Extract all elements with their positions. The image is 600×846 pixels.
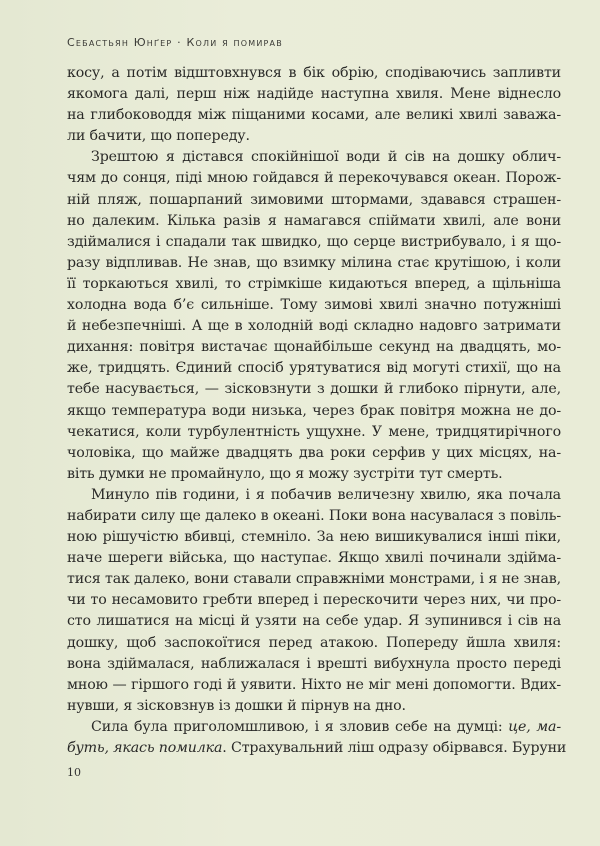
text-segment: вона здіймалася, наближалася і врешті вибухнула просто переді — [67, 655, 561, 672]
text-line — [67, 274, 561, 295]
text-segment: її торкаються хвилі, то стрімкіше кидаються вперед, а щільніша — [67, 275, 561, 292]
text-segment: здіймалися і спадали так швидко, що серце вистрибувало, і я що- — [67, 233, 561, 250]
text-line — [67, 654, 561, 675]
text-segment: дихання: повітря вистачає щонайбільше секунд на двадцять, мо- — [67, 339, 561, 356]
text-segment: й небезпечніші. А ще в холодній воді складно надовго затримати — [67, 318, 561, 335]
text-segment: мною — гіршого годі й уявити. Ніхто не міг мені допомогти. Вдих- — [67, 676, 561, 693]
text-segment: же, тридцять. Єдиний спосіб урятуватися від могуті стихії, що на — [67, 360, 561, 377]
text-line — [67, 401, 561, 422]
text-line — [67, 485, 561, 506]
text-line — [67, 464, 561, 485]
text-segment: ній пляж, пошарпаний зимовими штормами, здавався страшен- — [67, 191, 561, 208]
text-segment: дошку, щоб заспокоїтися перед атакою. Попереду йшла хвиля: — [67, 634, 561, 651]
text-line — [67, 295, 561, 316]
text-segment: разу відпливав. Не знав, що взимку мілина стає крутішою, і коли — [67, 254, 561, 271]
text-line — [67, 633, 561, 654]
italic-text: буть, якась помилка — [67, 740, 223, 756]
text-line — [67, 548, 561, 569]
text-segment: чекатися, коли турбулентність ущухне. У мене, тридцятирічного — [67, 423, 561, 440]
text-line — [67, 738, 567, 759]
text-segment: нувши, я зісковзнув із дошки й пірнув на дно. — [67, 697, 406, 714]
text-segment: набирати силу ще далеко в океані. Поки вона насувалася з повіль- — [67, 507, 561, 524]
text-segment: ли бачити, що попереду. — [67, 128, 250, 145]
text-segment: Зрештою я дістався спокійнішої води й сів на дошку облич- — [91, 149, 561, 166]
text-line — [67, 422, 561, 443]
text-segment: косу, а потім відштовхнувся в бік обрію, сподіваючись запливти — [67, 65, 561, 81]
text-line — [67, 527, 561, 548]
text-segment: холодна вода б’є сильніше. Тому зимові хвилі значно потужніші — [67, 297, 561, 314]
text-line — [67, 105, 561, 126]
text-segment: віть думки не промайнуло, що я можу зустріти тут смерть. — [67, 465, 503, 482]
text-line — [67, 611, 561, 632]
text-segment: тебе насувається, — зісковзнути з дошки й глибоко пірнути, але, — [67, 381, 561, 398]
text-line — [67, 717, 561, 738]
text-segment: . Страхувальний ліш одразу обірвався. Буруни — [222, 740, 567, 756]
text-line — [67, 506, 561, 527]
text-segment: тися так далеко, вони ставали справжніми монстрами, і я не знав, — [67, 571, 561, 588]
text-line — [67, 126, 561, 147]
text-segment: чоловіка, що майже двадцять два роки серфив у цих місцях, на- — [67, 444, 561, 461]
text-segment: но далеким. Кілька разів я намагався спіймати хвилі, але вони — [67, 212, 561, 229]
text-line — [67, 316, 561, 337]
text-line — [67, 168, 561, 189]
text-line — [67, 253, 561, 274]
running-header: Себастьян Юнґер · Коли я помирав — [67, 36, 283, 49]
text-line — [67, 379, 561, 400]
text-segment: на глибоководдя між піщаними косами, але великі хвилі заважа- — [67, 107, 561, 124]
text-line — [67, 569, 561, 590]
text-line — [67, 63, 561, 84]
text-segment: чи то несамовито гребти вперед і перескочити через них, чи про- — [67, 592, 561, 609]
text-line — [67, 590, 561, 611]
text-segment: наче шереги війська, що наступає. Якщо хвилі починали здійма- — [67, 550, 561, 567]
italic-text: це, ма- — [508, 718, 561, 735]
text-segment: ною рішучістю вбивці, стемніло. За нею вишикувалися інші піки, — [67, 529, 561, 546]
text-line — [67, 696, 561, 717]
text-segment: Сила була приголомшливою, і я зловив себе на думці: — [91, 718, 509, 735]
text-line — [67, 337, 561, 358]
text-segment: якомога далі, перш ніж надійде наступна хвиля. Мене віднесло — [67, 86, 561, 103]
text-segment: якщо температура води низька, через брак повітря можна не до- — [67, 402, 561, 419]
body-text — [67, 63, 567, 759]
text-line — [67, 190, 561, 211]
text-segment: сто лишатися на місці й узяти на себе удар. Я зупинився і сів на — [67, 613, 561, 630]
text-line — [67, 84, 561, 105]
text-line — [67, 443, 561, 464]
text-line — [67, 211, 561, 232]
text-segment: чям до сонця, піді мною гойдався й перекочувався океан. Порож- — [67, 170, 561, 187]
text-line — [67, 358, 561, 379]
page-number: 10 — [67, 766, 81, 779]
text-line — [67, 147, 561, 168]
text-line — [67, 232, 561, 253]
text-line — [67, 675, 561, 696]
text-segment: Минуло пів години, і я побачив величезну хвилю, яка почала — [91, 486, 561, 503]
